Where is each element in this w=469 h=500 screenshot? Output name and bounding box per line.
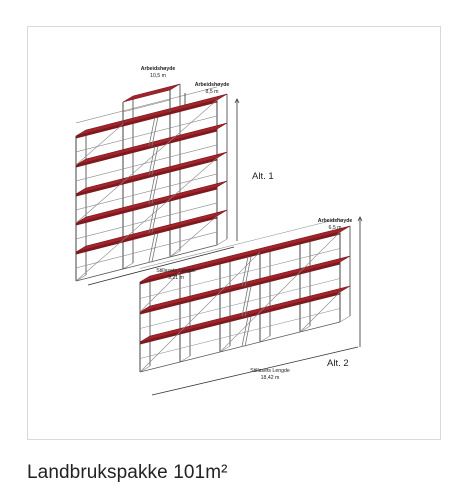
scaffold-ladder bbox=[152, 233, 158, 262]
height-value-alt2: 6,5 m bbox=[328, 225, 342, 231]
scaffold-ledger bbox=[217, 239, 227, 245]
scaffold-rail bbox=[140, 322, 340, 372]
scaffold-toeboard bbox=[76, 216, 217, 255]
alt2-label: Alt. 2 bbox=[327, 358, 349, 369]
length-label-alt2: Stillasets Lengde bbox=[250, 368, 290, 374]
alt1-label: Alt. 1 bbox=[252, 171, 274, 182]
height-label-mid: Arbeidshøyde bbox=[194, 82, 230, 88]
product-image[interactable] bbox=[27, 26, 441, 440]
height-label-alt2: Arbeidshøyde bbox=[317, 218, 353, 224]
scaffold-drawing bbox=[28, 27, 440, 439]
scaffold-alt2 bbox=[140, 219, 350, 373]
scaffold-ladder bbox=[245, 317, 251, 347]
height-value-top: 10,5 m bbox=[150, 73, 166, 79]
scaffold-deck bbox=[123, 84, 180, 102]
product-title[interactable]: Landbrukspakke 101m² bbox=[27, 462, 228, 483]
length-value-alt1: 9,21 m bbox=[168, 275, 184, 281]
scaffold-rail bbox=[76, 245, 217, 281]
scaffold-ledger bbox=[340, 316, 350, 322]
height-value-mid: 8,5 m bbox=[205, 89, 219, 95]
scaffold-alt1 bbox=[76, 84, 227, 281]
length-label-alt1: Stillasets Lengde bbox=[156, 268, 196, 274]
length-value-alt2: 18,42 m bbox=[260, 375, 280, 381]
height-label-top: Arbeidshøyde bbox=[140, 66, 176, 72]
